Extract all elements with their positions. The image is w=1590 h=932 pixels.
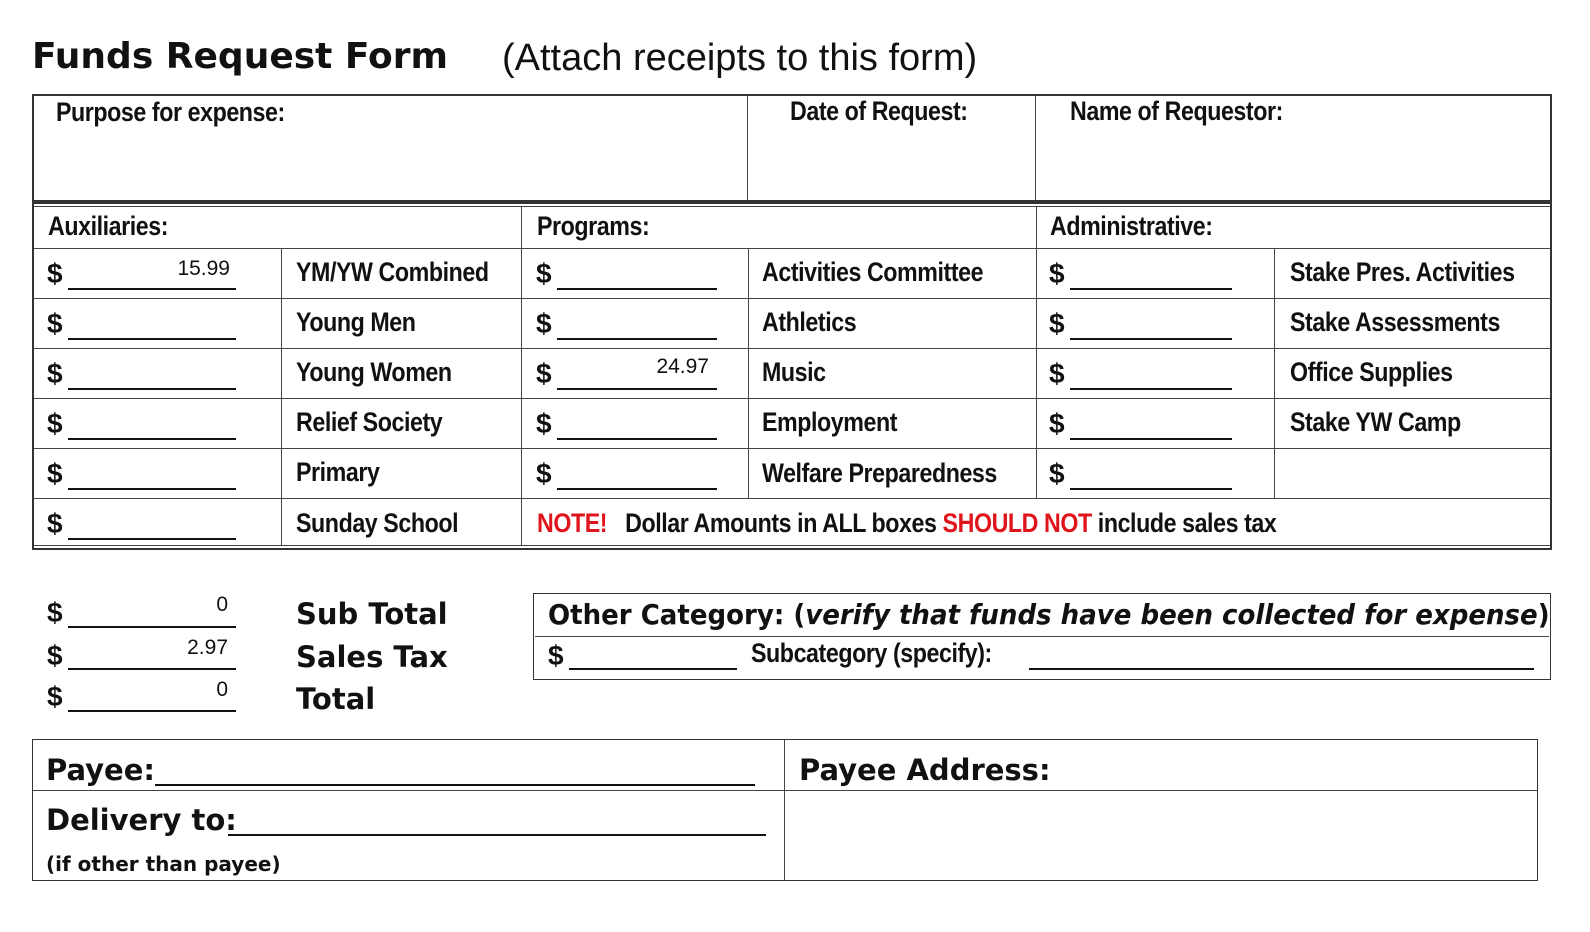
amount-line bbox=[1070, 388, 1232, 390]
divider bbox=[34, 545, 1550, 546]
paren-open: ( bbox=[793, 598, 806, 631]
divider bbox=[535, 636, 1549, 637]
prog-label-employment: Employment bbox=[762, 407, 898, 437]
amount-line bbox=[1070, 338, 1232, 340]
subcategory-line bbox=[1029, 668, 1534, 670]
total-label: Total bbox=[296, 682, 376, 716]
dollar-sign: $ bbox=[47, 458, 63, 489]
amount-line bbox=[1070, 288, 1232, 290]
prog-label-athletics: Athletics bbox=[762, 307, 857, 337]
prog-label-activities: Activities Committee bbox=[762, 257, 984, 287]
other-category-heading bbox=[548, 598, 1550, 631]
row-line bbox=[34, 348, 1550, 349]
col-line bbox=[521, 206, 522, 546]
prog-label-music: Music bbox=[762, 357, 826, 387]
amount-line bbox=[557, 388, 717, 390]
dollar-sign: $ bbox=[1049, 308, 1065, 339]
amount-line bbox=[68, 438, 236, 440]
aux-label-ym-yw: YM/YW Combined bbox=[296, 257, 489, 287]
row-line bbox=[34, 498, 1550, 499]
note-text-before: Dollar Amounts in ALL boxes bbox=[625, 508, 937, 538]
subtotal-value[interactable]: 0 bbox=[216, 593, 228, 616]
dollar-sign: $ bbox=[1049, 258, 1065, 289]
programs-heading: Programs: bbox=[537, 211, 650, 241]
delivery-note: (if other than payee) bbox=[46, 852, 281, 876]
admin-label-assessments: Stake Assessments bbox=[1290, 307, 1500, 337]
administrative-heading: Administrative: bbox=[1050, 211, 1213, 241]
payee-address-label: Payee Address: bbox=[799, 753, 1051, 787]
dollar-sign: $ bbox=[536, 308, 552, 339]
other-category-note: verify that funds have been collected for expense bbox=[805, 598, 1538, 631]
dollar-sign: $ bbox=[548, 640, 564, 671]
col-line bbox=[1036, 206, 1037, 498]
aux-label-young-women: Young Women bbox=[296, 357, 452, 387]
col-line bbox=[748, 248, 749, 498]
requestor-field[interactable] bbox=[1048, 134, 1543, 194]
salestax-label: Sales Tax bbox=[296, 640, 448, 674]
amount-line bbox=[1070, 488, 1232, 490]
date-label: Date of Request: bbox=[790, 96, 968, 126]
row-line bbox=[34, 448, 1550, 449]
delivery-line bbox=[228, 834, 766, 836]
dollar-sign: $ bbox=[1049, 358, 1065, 389]
dollar-sign: $ bbox=[47, 258, 63, 289]
purpose-field[interactable] bbox=[56, 134, 736, 194]
auxiliaries-heading: Auxiliaries: bbox=[48, 211, 169, 241]
dollar-sign: $ bbox=[536, 258, 552, 289]
amount-line bbox=[557, 338, 717, 340]
row-line bbox=[34, 248, 1550, 249]
other-category-label: Other Category: bbox=[548, 598, 785, 631]
subtotal-label: Sub Total bbox=[296, 597, 448, 631]
salestax-value[interactable]: 2.97 bbox=[187, 636, 228, 659]
amount-line bbox=[68, 538, 236, 540]
date-field[interactable] bbox=[760, 134, 1025, 194]
note-prefix: NOTE! bbox=[537, 508, 608, 538]
aux-amount-ym-yw[interactable]: 15.99 bbox=[177, 257, 230, 280]
dollar-sign: $ bbox=[47, 408, 63, 439]
dollar-sign: $ bbox=[536, 358, 552, 389]
dollar-sign: $ bbox=[47, 640, 63, 671]
prog-amount-music[interactable]: 24.97 bbox=[656, 355, 709, 378]
aux-label-relief-society: Relief Society bbox=[296, 407, 443, 437]
paren-close: ) bbox=[1537, 598, 1550, 631]
amount-line bbox=[569, 668, 737, 670]
amount-line bbox=[68, 626, 236, 628]
divider bbox=[784, 740, 785, 880]
amount-line bbox=[68, 388, 236, 390]
dollar-sign: $ bbox=[47, 508, 63, 539]
aux-label-sunday-school: Sunday School bbox=[296, 508, 459, 538]
admin-label-yw-camp: Stake YW Camp bbox=[1290, 407, 1461, 437]
dollar-sign: $ bbox=[1049, 458, 1065, 489]
amount-line bbox=[68, 710, 236, 712]
divider bbox=[34, 206, 1550, 207]
purpose-label: Purpose for expense: bbox=[56, 97, 285, 127]
amount-line bbox=[68, 668, 236, 670]
amount-line bbox=[68, 488, 236, 490]
form-subtitle: (Attach receipts to this form) bbox=[502, 37, 978, 79]
aux-label-primary: Primary bbox=[296, 457, 380, 487]
amount-line bbox=[68, 338, 236, 340]
delivery-label: Delivery to: bbox=[46, 803, 237, 837]
col-line bbox=[281, 248, 282, 546]
amount-line bbox=[557, 288, 717, 290]
dollar-sign: $ bbox=[47, 681, 63, 712]
admin-label-stake-pres: Stake Pres. Activities bbox=[1290, 257, 1515, 287]
aux-label-young-men: Young Men bbox=[296, 307, 416, 337]
dollar-sign: $ bbox=[1049, 408, 1065, 439]
note-emphasis: SHOULD NOT bbox=[942, 508, 1092, 538]
dollar-sign: $ bbox=[47, 597, 63, 628]
payee-address-field[interactable] bbox=[799, 800, 1524, 870]
amount-line bbox=[68, 288, 236, 290]
total-value[interactable]: 0 bbox=[216, 678, 228, 701]
sales-tax-note bbox=[537, 508, 1276, 539]
form-title: Funds Request Form bbox=[32, 36, 449, 77]
divider bbox=[33, 790, 1537, 791]
payee-line bbox=[155, 784, 755, 786]
amount-line bbox=[557, 438, 717, 440]
note-text-after: include sales tax bbox=[1097, 508, 1277, 538]
dollar-sign: $ bbox=[536, 458, 552, 489]
row-line bbox=[34, 398, 1550, 399]
dollar-sign: $ bbox=[47, 358, 63, 389]
dollar-sign: $ bbox=[47, 308, 63, 339]
divider bbox=[747, 96, 748, 200]
requestor-label: Name of Requestor: bbox=[1070, 96, 1283, 126]
row-line bbox=[34, 298, 1550, 299]
prog-label-welfare: Welfare Preparedness bbox=[762, 458, 997, 488]
divider bbox=[1035, 96, 1036, 200]
subcategory-label: Subcategory (specify): bbox=[751, 638, 992, 668]
admin-label-office: Office Supplies bbox=[1290, 357, 1453, 387]
amount-line bbox=[557, 488, 717, 490]
dollar-sign: $ bbox=[536, 408, 552, 439]
col-line bbox=[1274, 248, 1275, 498]
amount-line bbox=[1070, 438, 1232, 440]
payee-label: Payee: bbox=[46, 753, 155, 787]
